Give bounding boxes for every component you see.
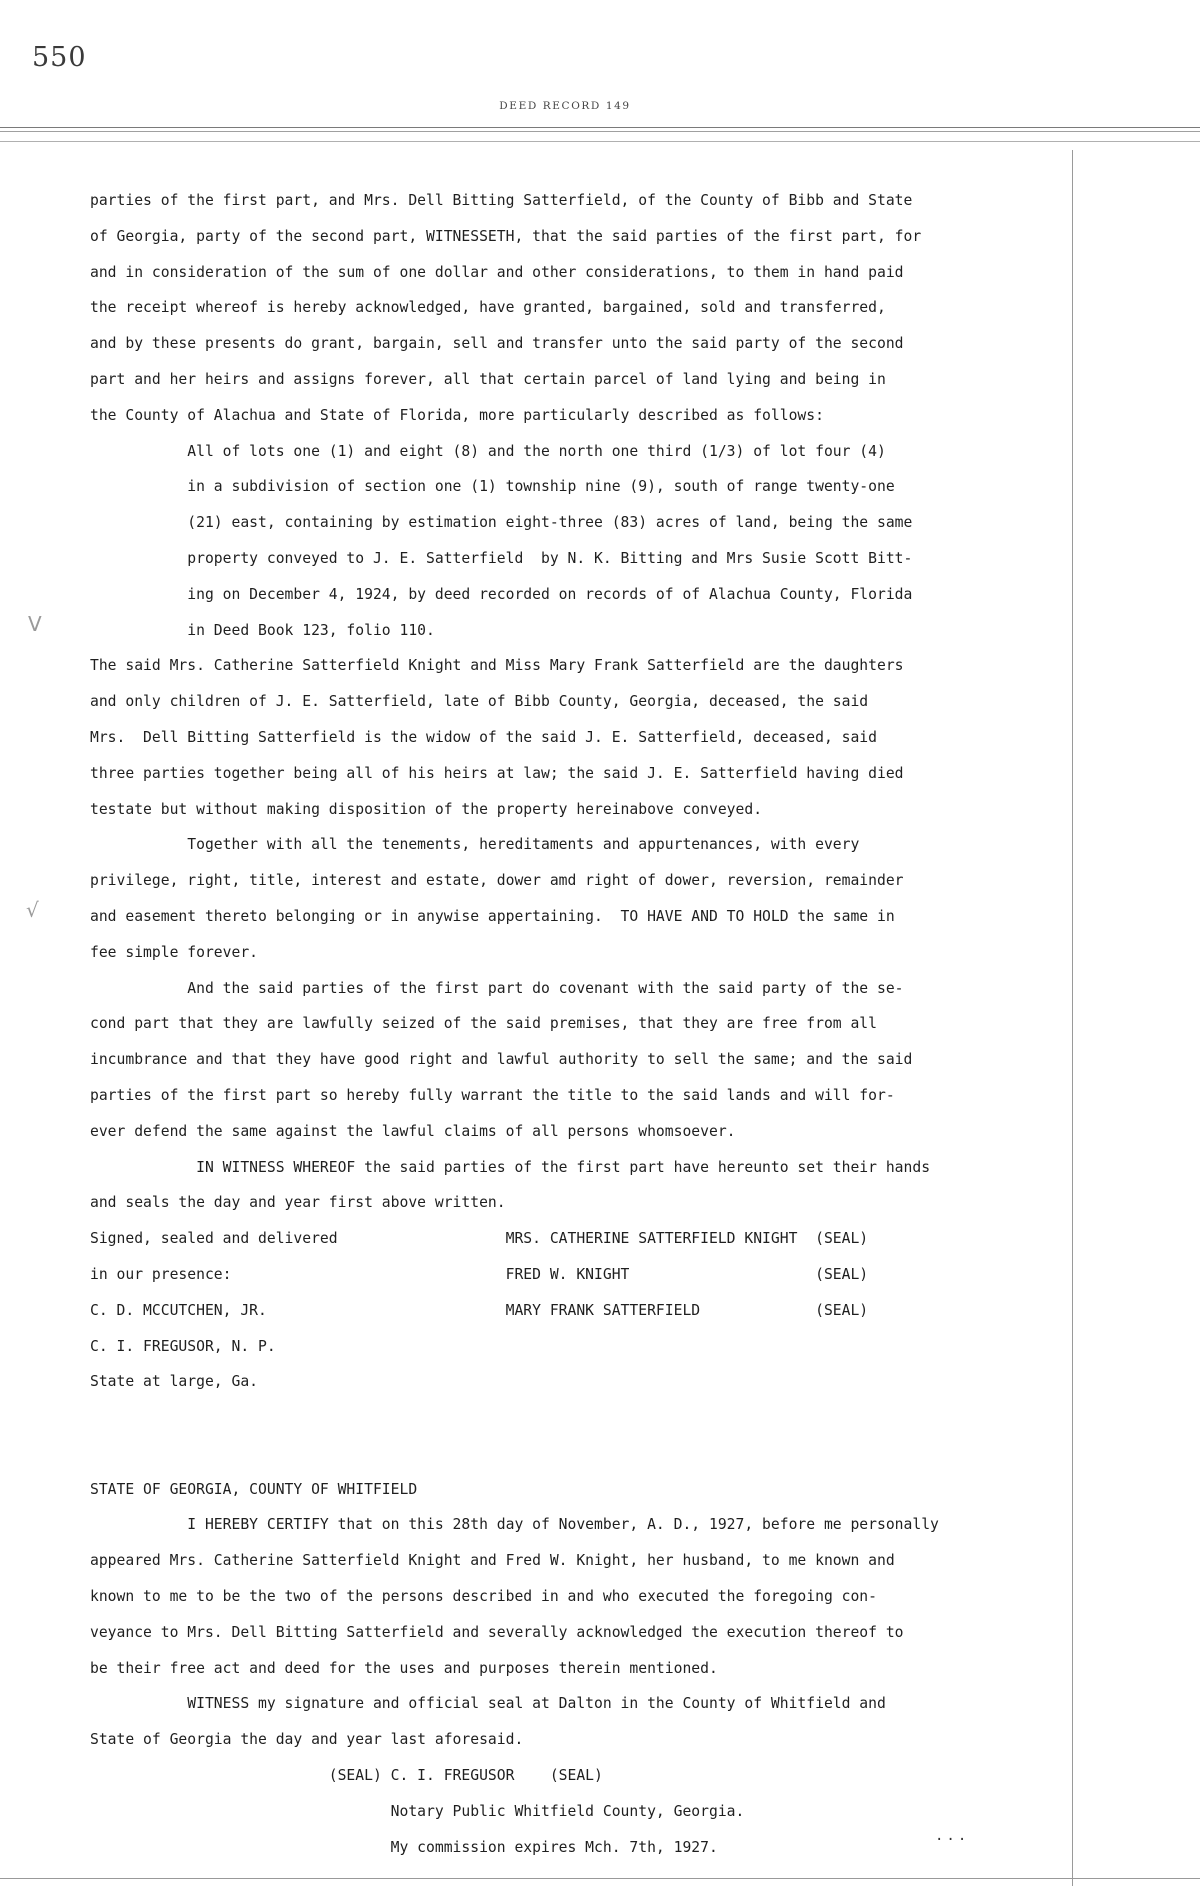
text-line: And the said parties of the first part do covenant with the said party of the se- xyxy=(90,979,904,997)
text-line: cond part that they are lawfully seized of the said premises, that they are free from all xyxy=(90,1015,877,1033)
text-line: I HEREBY CERTIFY that on this 28th day of November, A. D., 1927, before me personally xyxy=(90,1516,939,1534)
text-line: appeared Mrs. Catherine Satterfield Knight and Fred W. Knight, her husband, to me known and xyxy=(90,1552,895,1570)
text-line: and seals the day and year first above written. xyxy=(90,1194,506,1212)
text-line: in our presence: FRED W. KNIGHT (SEAL) xyxy=(90,1265,869,1283)
text-line: Notary Public Whitfield County, Georgia. xyxy=(90,1802,745,1820)
text-line: part and her heirs and assigns forever, all that certain parcel of land lying and being in xyxy=(90,370,886,388)
text-line: WITNESS my signature and official seal at Dalton in the County of Whitfield and xyxy=(90,1695,886,1713)
text-line: known to me to be the two of the persons described in and who executed the foregoing con- xyxy=(90,1588,877,1606)
text-line: State at large, Ga. xyxy=(90,1373,259,1391)
text-line: C. I. FREGUSOR, N. P. xyxy=(90,1337,276,1355)
text-line: be their free act and deed for the uses and purposes therein mentioned. xyxy=(90,1659,718,1677)
text-line: ing on December 4, 1924, by deed recorded on records of of Alachua County, Florida xyxy=(90,585,913,603)
text-line: incumbrance and that they have good right and lawful authority to sell the same; and the said xyxy=(90,1051,913,1069)
text-line: STATE OF GEORGIA, COUNTY OF WHITFIELD xyxy=(90,1480,418,1498)
text-line: (SEAL) C. I. FREGUSOR (SEAL) xyxy=(90,1767,603,1785)
text-line: the County of Alachua and State of Florida, more particularly described as follows: xyxy=(90,406,824,424)
text-line: The said Mrs. Catherine Satterfield Knight and Miss Mary Frank Satterfield are the daughters xyxy=(90,657,904,675)
text-line: parties of the first part so hereby fully warrant the title to the said lands and will for- xyxy=(90,1086,895,1104)
text-line: (21) east, containing by estimation eight-three (83) acres of land, being the same xyxy=(90,514,913,532)
text-line: testate but without making disposition of the property hereinabove conveyed. xyxy=(90,800,763,818)
text-line: of Georgia, party of the second part, WITNESSETH, that the said parties of the first part, for xyxy=(90,227,922,245)
trailing-mark: ... xyxy=(935,1828,970,1844)
text-line: property conveyed to J. E. Satterfield by N. K. Bitting and Mrs Susie Scott Bitt- xyxy=(90,549,913,567)
deed-body-text xyxy=(90,183,1100,1865)
text-line: IN WITNESS WHEREOF the said parties of the first part have hereunto set their hands xyxy=(90,1158,931,1176)
text-line: in a subdivision of section one (1) township nine (9), south of range twenty-one xyxy=(90,478,895,496)
text-line: fee simple forever. xyxy=(90,943,259,961)
page-number: 550 xyxy=(32,42,87,73)
text-line: parties of the first part, and Mrs. Dell Bitting Satterfield, of the County of Bibb and State xyxy=(90,192,913,209)
text-line: Signed, sealed and delivered MRS. CATHERINE SATTERFIELD KNIGHT (SEAL) xyxy=(90,1230,869,1248)
text-line xyxy=(90,1436,1100,1472)
bottom-rule xyxy=(0,1878,1200,1879)
header-rule-bottom xyxy=(0,141,1200,142)
text-line: privilege, right, title, interest and estate, dower amd right of dower, reversion, remainder xyxy=(90,872,904,890)
text-line: and in consideration of the sum of one dollar and other considerations, to them in hand paid xyxy=(90,263,904,281)
text-line: the receipt whereof is hereby acknowledged, have granted, bargained, sold and transferred, xyxy=(90,299,886,317)
page-header: DEED RECORD 149 xyxy=(499,100,631,112)
text-line xyxy=(90,1400,1100,1436)
margin-check-mark-2: √ xyxy=(26,898,39,922)
text-line: Mrs. Dell Bitting Satterfield is the widow of the said J. E. Satterfield, deceased, said xyxy=(90,728,877,746)
header-rule-middle xyxy=(0,131,1200,132)
text-line: C. D. MCCUTCHEN, JR. MARY FRANK SATTERFIELD (SEAL) xyxy=(90,1301,869,1319)
header-rule-top xyxy=(0,127,1200,128)
text-line: State of Georgia the day and year last aforesaid. xyxy=(90,1731,524,1749)
text-line: veyance to Mrs. Dell Bitting Satterfield and severally acknowledged the execution thereof to xyxy=(90,1623,904,1641)
text-line: Together with all the tenements, hereditaments and appurtenances, with every xyxy=(90,836,860,854)
text-line: in Deed Book 123, folio 110. xyxy=(90,621,435,639)
text-line: and easement thereto belonging or in anywise appertaining. TO HAVE AND TO HOLD the same in xyxy=(90,907,895,925)
text-line: and only children of J. E. Satterfield, late of Bibb County, Georgia, deceased, the said xyxy=(90,693,869,711)
text-line: ever defend the same against the lawful claims of all persons whomsoever. xyxy=(90,1122,736,1140)
text-line: three parties together being all of his heirs at law; the said J. E. Satterfield having died xyxy=(90,764,904,782)
text-line: My commission expires Mch. 7th, 1927. xyxy=(90,1838,718,1856)
text-line: All of lots one (1) and eight (8) and the north one third (1/3) of lot four (4) xyxy=(90,442,886,460)
text-line: and by these presents do grant, bargain, sell and transfer unto the said party of the second xyxy=(90,335,904,353)
margin-check-mark-1: V xyxy=(28,612,42,636)
